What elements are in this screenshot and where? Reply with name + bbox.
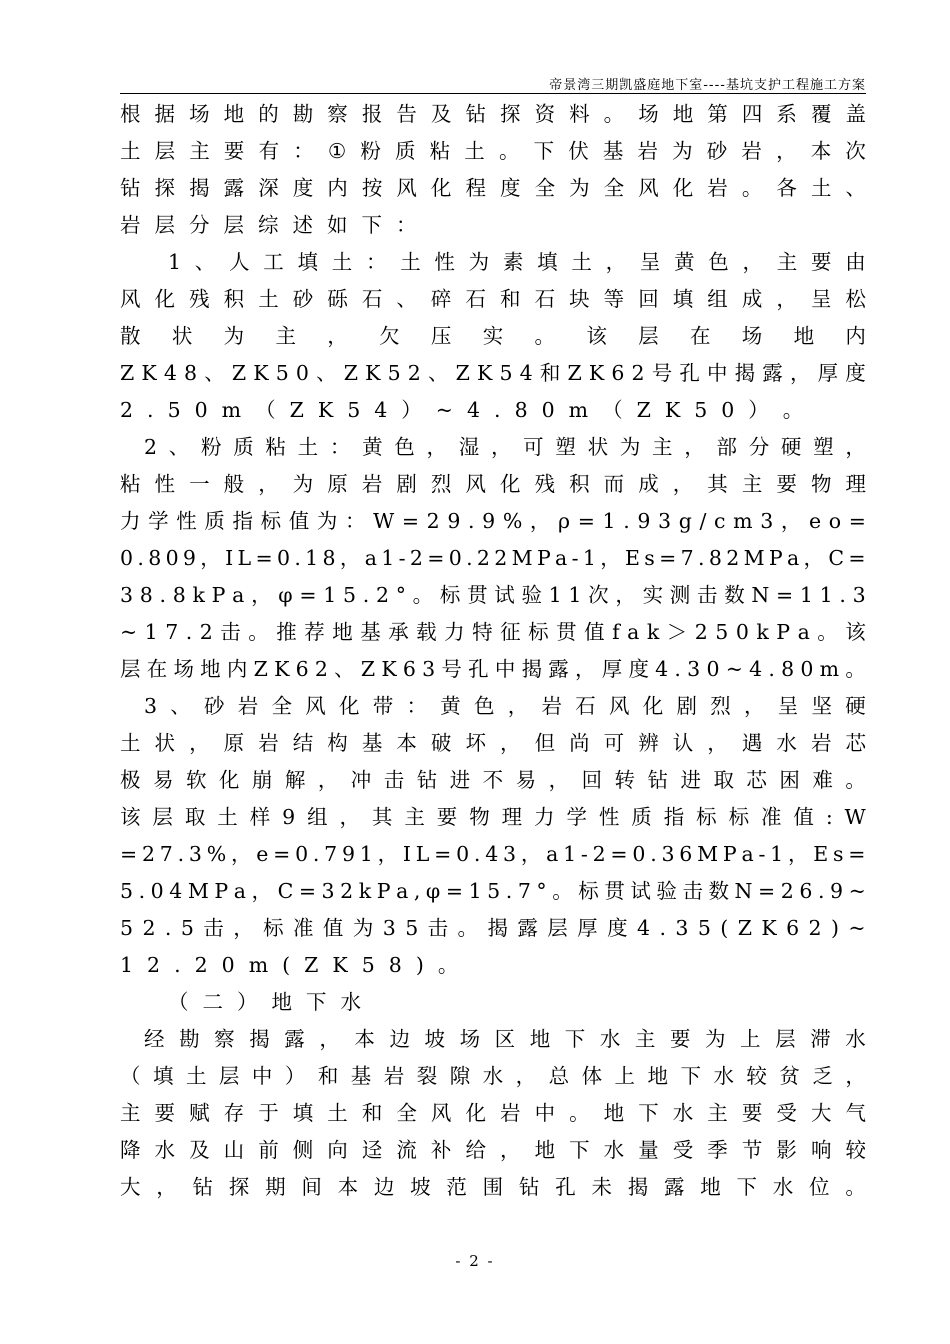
text-line: 粘 性 一 般 ， 为 原 岩 剧 烈 风 化 残 积 而 成 ， 其 主 要 物 理 <box>120 472 866 496</box>
text-line: 1 2 . 2 0 m ( Z K 5 8 ) 。 <box>120 953 459 977</box>
text-line: 5 2 . 5 击 ， 标 准 值 为 3 5 击 。 揭 露 层 厚 度 4 . 3 5 ( Z K 6 2 ) ~ <box>120 916 866 940</box>
text-line: （ 填 土 层 中 ） 和 基 岩 裂 隙 水 ， 总 体 上 地 下 水 较 贫 乏 ， <box>120 1064 866 1088</box>
header-rule <box>120 93 866 94</box>
text-line: 2 . 5 0 m （ Z K 5 4 ） ~ 4 . 8 0 m （ Z K 5 0 ） 。 <box>120 398 804 422</box>
text-line: 层 在 场 地 内 Z K 6 2 、 Z K 6 3 号 孔 中 揭 露 ， 厚 度 4 . 3 0 ~ 4 . 8 0 m 。 <box>120 657 866 681</box>
text-line: 5 . 0 4 M P a ， C = 3 2 k P a , φ = 1 5 . 7 ° 。 标 贯 试 验 击 数 N = 2 6 . 9 ~ <box>120 879 866 903</box>
text-line: 3 、 砂 岩 全 风 化 带 ： 黄 色 ， 岩 石 风 化 剧 烈 ， 呈 坚 硬 <box>144 694 866 718</box>
text-line: 大 ， 钻 探 期 间 本 边 坡 范 围 钻 孔 未 揭 露 地 下 水 位 。 <box>120 1175 866 1199</box>
section-heading: （ 二 ） 地 下 水 <box>168 990 361 1014</box>
text-line: 散 状 为 主 ， 欠 压 实 。 该 层 在 场 地 内 <box>120 324 866 348</box>
text-line: 岩 层 分 层 综 述 如 下 ： <box>120 213 417 237</box>
text-line: 降 水 及 山 前 侧 向 迳 流 补 给 ， 地 下 水 量 受 季 节 影 响 较 <box>120 1138 866 1162</box>
text-line: 1 、 人 工 填 土 ： 土 性 为 素 填 土 ， 呈 黄 色 ， 主 要 由 <box>168 250 866 274</box>
text-line: 土 状 ， 原 岩 结 构 基 本 破 坏 ， 但 尚 可 辨 认 ， 遇 水 岩 芯 <box>120 731 866 755</box>
text-line: 2 、 粉 质 粘 土 ： 黄 色 ， 湿 ， 可 塑 状 为 主 ， 部 分 硬 塑 ， <box>144 435 866 459</box>
text-line: 该 层 取 土 样 9 组 ， 其 主 要 物 理 力 学 性 质 指 标 标 准 值 : W <box>120 805 866 829</box>
document-body <box>120 96 866 1206</box>
page-number: - 2 - <box>455 1252 495 1270</box>
text-line: 钻 探 揭 露 深 度 内 按 风 化 程 度 全 为 全 风 化 岩 。 各 土 、 <box>120 176 866 200</box>
text-line: = 2 7 . 3 % ， e = 0 . 7 9 1 ， I L = 0 . 4 3 ， a 1 - 2 = 0 . 3 6 M P a - 1 ， E s = <box>120 842 866 866</box>
text-line: 风 化 残 积 土 砂 砾 石 、 碎 石 和 石 块 等 回 填 组 成 ， 呈 松 <box>120 287 866 311</box>
text-line: 土 层 主 要 有 ： ① 粉 质 粘 土 。 下 伏 基 岩 为 砂 岩 ， 本 次 <box>120 139 866 163</box>
text-line: ~ 1 7 . 2 击 。 推 荐 地 基 承 载 力 特 征 标 贯 值 f a k ＞ 2 5 0 k P a 。 该 <box>120 620 866 644</box>
text-line: 根 据 场 地 的 勘 察 报 告 及 钻 探 资 料 。 场 地 第 四 系 覆 盖 <box>120 102 866 126</box>
text-line: 0 . 8 0 9 ， I L = 0 . 1 8 ， a 1 - 2 = 0 . 2 2 M P a - 1 ， E s = 7 . 8 2 M P a ， C = <box>120 546 866 570</box>
text-line: 经 勘 察 揭 露 ， 本 边 坡 场 区 地 下 水 主 要 为 上 层 滞 水 <box>144 1027 866 1051</box>
document-header: 帝景湾三期凯盛庭地下室----基坑支护工程施工方案 <box>549 78 866 93</box>
text-line: 极 易 软 化 崩 解 ， 冲 击 钻 进 不 易 ， 回 转 钻 进 取 芯 困 难 。 <box>120 768 866 792</box>
text-line: 3 8 . 8 k P a ， φ = 1 5 . 2 ° 。 标 贯 试 验 1 1 次 ， 实 测 击 数 N = 1 1 . 3 <box>120 583 866 607</box>
text-line: 主 要 赋 存 于 填 土 和 全 风 化 岩 中 。 地 下 水 主 要 受 大 气 <box>120 1101 866 1125</box>
text-line: Z K 4 8 、 Z K 5 0 、 Z K 5 2 、 Z K 5 4 和 Z K 6 2 号 孔 中 揭 露 ， 厚 度 <box>120 361 866 385</box>
text-line: 力 学 性 质 指 标 值 为 ： W = 2 9 . 9 % ， ρ = 1 . 9 3 g / c m 3 ， e o = <box>120 509 866 533</box>
